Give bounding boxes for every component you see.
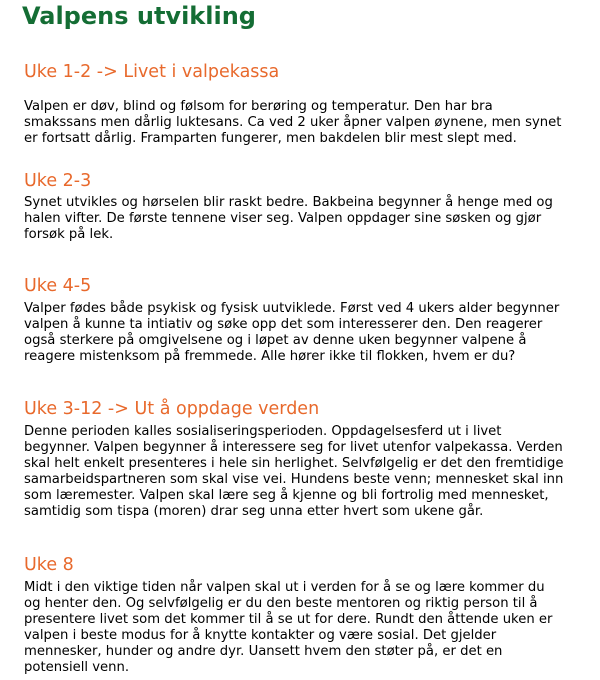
text-line: er fortsatt dårlig. Framparten fungerer, men bakdelen blir mest slept med. (24, 131, 517, 146)
page-title: Valpens utvikling (22, 2, 256, 30)
text-line: begynner. Valpen begynner å interessere seg for livet utenfor valpekassa. Verden (24, 440, 563, 455)
text-line: presentere livet som det kommer til å se ut for dere. Rundt den åttende uken er (24, 612, 553, 627)
section-body-uke-4-5 (24, 301, 594, 365)
section-heading-uke-8: Uke 8 (24, 555, 74, 575)
text-line: Valper fødes både psykisk og fysisk uutviklede. Først ved 4 ukers alder begynner (24, 301, 560, 316)
section-body-uke-3-12 (24, 424, 594, 520)
text-line: Midt i den viktige tiden når valpen skal ut i verden for å se og lære kommer du (24, 580, 545, 595)
text-line: Denne perioden kalles sosialiseringsperioden. Oppdagelsesferd ut i livet (24, 424, 502, 439)
text-line: samarbeidspartneren som skal vise vei. Hundens beste venn; mennesket skal inn (24, 472, 564, 487)
text-line: samtidig som tispa (moren) drar seg unna etter hvert som ukene går. (24, 504, 484, 519)
text-line: halen vifter. De første tennene viser seg. Valpen oppdager sine søsken og gjør (24, 211, 542, 226)
text-line: valpen å kunne ta intiativ og søke opp det som interesserer den. Den reagerer (24, 317, 543, 332)
text-line: potensiell venn. (24, 660, 130, 675)
text-line: smakssans men dårlig luktesans. Ca ved 2 uker åpner valpen øynene, men synet (24, 115, 562, 130)
text-line: Valpen er døv, blind og følsom for berøring og temperatur. Den har bra (24, 99, 493, 114)
section-heading-uke-4-5: Uke 4-5 (24, 276, 92, 296)
text-line: forsøk på lek. (24, 227, 114, 242)
text-line: reagere mistenksom på fremmede. Alle hører ikke til flokken, hvem er du? (24, 349, 516, 364)
text-line: som læremester. Valpen skal lære seg å kjenne og bli fortrolig med mennesket, (24, 488, 549, 503)
text-line: skal helt enkelt presenteres i hele sin herlighet. Selvfølgelig er det den fremtidige (24, 456, 564, 471)
section-heading-uke-2-3: Uke 2-3 (24, 171, 92, 191)
section-body-uke-1-2 (24, 99, 594, 147)
text-line: Synet utvikles og hørselen blir raskt bedre. Bakbeina begynner å henge med og (24, 195, 553, 210)
text-line: mennesker, hunder og andre dyr. Uansett hvem den støter på, er det en (24, 644, 503, 659)
section-body-uke-2-3 (24, 195, 594, 243)
text-line: valpen i beste modus for å knytte kontakter og være sosial. Det gjelder (24, 628, 497, 643)
section-body-uke-8 (24, 580, 594, 676)
text-line: og henter den. Og selvfølgelig er du den beste mentoren og riktig person til å (24, 596, 538, 611)
section-heading-uke-1-2: Uke 1-2 -> Livet i valpekassa (24, 62, 280, 82)
section-heading-uke-3-12: Uke 3-12 -> Ut å oppdage verden (24, 399, 320, 419)
text-line: også sterkere på omgivelsene og i løpet av denne uken begynner valpene å (24, 333, 527, 348)
